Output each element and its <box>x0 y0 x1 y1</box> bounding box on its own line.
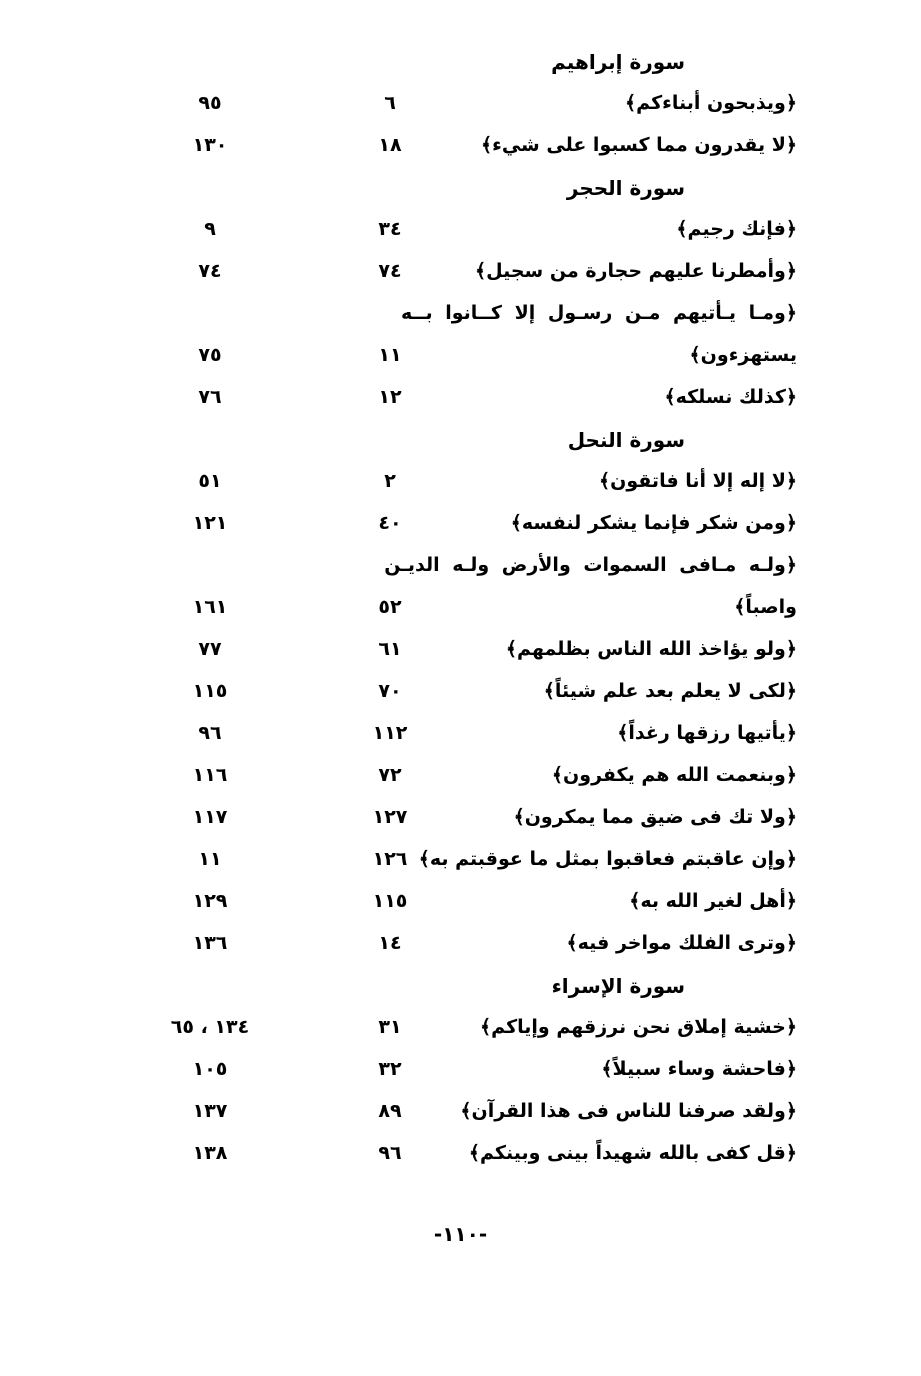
verse-row <box>0 1136 921 1178</box>
verse-row <box>0 590 921 632</box>
ayah-number: ٧٠ <box>378 680 402 702</box>
page-reference: ١٦١ <box>192 596 228 618</box>
page-reference: ٧٦ <box>198 386 222 408</box>
verse-row <box>0 800 921 842</box>
verse-row <box>0 632 921 674</box>
verse-text: ﴿ومن شكر فإنما يشكر لنفسه﴾ <box>510 512 797 534</box>
page-reference: ١٢١ <box>192 512 228 534</box>
ayah-number: ٦ <box>384 92 396 114</box>
verse-text: ﴿فإنك رجيم﴾ <box>676 218 797 240</box>
verse-text: ﴿ولقد صرفنا للناس فى هذا القرآن﴾ <box>460 1100 797 1122</box>
page-reference: ١٠٥ <box>192 1058 228 1080</box>
page-reference: ١٣٨ <box>192 1142 228 1164</box>
page-reference: ١١ <box>198 848 222 870</box>
verse-text: ﴿يأتيها رزقها رغداً﴾ <box>617 722 797 744</box>
page-number-footer: -١١٠- <box>433 1222 488 1246</box>
ayah-number: ١٢٦ <box>372 848 408 870</box>
verse-row <box>0 1094 921 1136</box>
verse-row <box>0 884 921 926</box>
verse-text: ﴿ولا تك فى ضيق مما يمكرون﴾ <box>513 806 797 828</box>
ayah-number: ١١٢ <box>372 722 408 744</box>
surah-heading: سورة الإسراء <box>551 974 685 998</box>
verse-row <box>0 1052 921 1094</box>
page-reference: ١١٥ <box>192 680 228 702</box>
ayah-number: ٨٩ <box>378 1100 402 1122</box>
verse-row <box>0 254 921 296</box>
verse-text: ﴿وترى الفلك مواخر فيه﴾ <box>566 932 797 954</box>
verse-text: يستهزءون﴾ <box>689 344 797 366</box>
ayah-number: ١١٥ <box>372 890 408 912</box>
verse-continued-row <box>0 296 921 338</box>
page-reference: ١٣٠ <box>192 134 228 156</box>
page-reference: ٧٥ <box>198 344 222 366</box>
page-reference: ٩٥ <box>198 92 222 114</box>
verse-row <box>0 716 921 758</box>
verse-row <box>0 464 921 506</box>
verse-row <box>0 842 921 884</box>
verse-text: ﴿لكى لا يعلم بعد علم شيئاً﴾ <box>543 680 797 702</box>
verse-row <box>0 380 921 422</box>
verse-row <box>0 674 921 716</box>
surah-heading-row <box>0 170 921 212</box>
page-reference: ٧٤ <box>198 260 222 282</box>
ayah-number: ٥٢ <box>378 596 402 618</box>
verse-row <box>0 212 921 254</box>
ayah-number: ١١ <box>378 344 402 366</box>
ayah-number: ٣٢ <box>378 1058 402 1080</box>
verse-row <box>0 506 921 548</box>
page-reference: ٩٦ <box>198 722 222 744</box>
page-reference: ١٣٧ <box>192 1100 228 1122</box>
verse-text: ﴿ولـه مـافى السموات والأرض ولـه الديـن <box>384 554 797 576</box>
surah-heading-row <box>0 44 921 86</box>
verse-row <box>0 338 921 380</box>
verse-text: ﴿لا إله إلا أنا فاتقون﴾ <box>599 470 797 492</box>
surah-heading-row <box>0 422 921 464</box>
ayah-number: ١٨ <box>378 134 402 156</box>
verse-text: ﴿أهل لغير الله به﴾ <box>629 890 797 912</box>
verse-text: ﴿ويذبحون أبناءكم﴾ <box>625 92 797 114</box>
verse-text: ﴿ولو يؤاخذ الله الناس بظلمهم﴾ <box>505 638 797 660</box>
verse-row <box>0 926 921 968</box>
ayah-number: ١٢٧ <box>372 806 408 828</box>
verse-text: ﴿وإن عاقبتم فعاقبوا بمثل ما عوقبتم به﴾ <box>418 848 797 870</box>
ayah-number: ٣١ <box>378 1016 402 1038</box>
page-reference: ٧٧ <box>198 638 222 660</box>
verse-text: ﴿وبنعمت الله هم يكفرون﴾ <box>551 764 797 786</box>
verse-row <box>0 86 921 128</box>
page-reference: ٩ <box>204 218 216 240</box>
ayah-number: ١٤ <box>378 932 402 954</box>
verse-row <box>0 128 921 170</box>
verse-continued-row <box>0 548 921 590</box>
page-reference: ١١٧ <box>192 806 228 828</box>
verse-text: ﴿كذلك نسلكه﴾ <box>664 386 797 408</box>
page-reference: ٥١ <box>198 470 222 492</box>
verse-text: ﴿قل كفى بالله شهيداً بينى وبينكم﴾ <box>468 1142 797 1164</box>
surah-heading-row <box>0 968 921 1010</box>
verse-text: ﴿وأمطرنا عليهم حجارة من سجيل﴾ <box>475 260 797 282</box>
ayah-number: ١٢ <box>378 386 402 408</box>
verse-text: ﴿لا يقدرون مما كسبوا على شيء﴾ <box>480 134 797 156</box>
page-reference: ١٣٦ <box>192 932 228 954</box>
ayah-number: ٩٦ <box>378 1142 402 1164</box>
surah-heading: سورة الحجر <box>566 176 685 200</box>
page-reference: ١٢٩ <box>192 890 228 912</box>
verse-row <box>0 758 921 800</box>
page-reference: ١٣٤ ، ٦٥ <box>170 1016 250 1038</box>
page-reference: ١١٦ <box>192 764 228 786</box>
verse-text: ﴿ومـا يـأتيهم مـن رسـول إلا كــانوا بــه <box>400 302 797 324</box>
verse-text: واصباً﴾ <box>734 596 797 618</box>
verse-index-list <box>0 44 921 1178</box>
ayah-number: ٧٢ <box>378 764 402 786</box>
verse-row <box>0 1010 921 1052</box>
ayah-number: ٦١ <box>378 638 402 660</box>
verse-text: ﴿فاحشة وساء سبيلاً﴾ <box>601 1058 797 1080</box>
ayah-number: ٤٠ <box>378 512 402 534</box>
verse-text: ﴿خشية إملاق نحن نرزقهم وإياكم﴾ <box>480 1016 797 1038</box>
surah-heading: سورة إبراهيم <box>551 50 685 74</box>
surah-heading: سورة النحل <box>567 428 685 452</box>
ayah-number: ٢ <box>384 470 396 492</box>
ayah-number: ٧٤ <box>378 260 402 282</box>
ayah-number: ٣٤ <box>378 218 402 240</box>
